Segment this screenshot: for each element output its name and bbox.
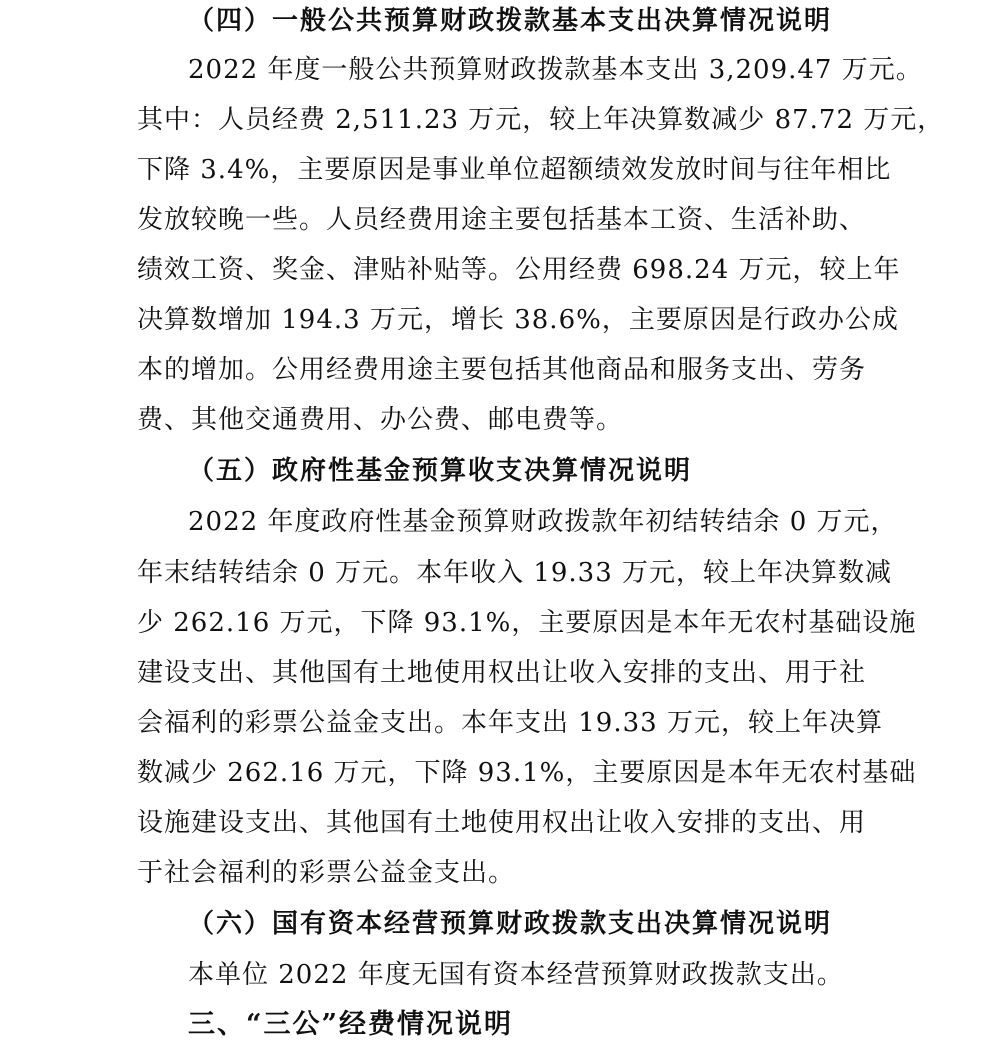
paragraph-line: 下降 3.4%，主要原因是事业单位超额绩效发放时间与往年相比 (137, 155, 892, 185)
paragraph-line: 其中：人员经费 2,511.23 万元，较上年决算数减少 87.72 万元， (137, 105, 945, 135)
paragraph-line: 发放较晚一些。人员经费用途主要包括基本工资、生活补助、 (137, 205, 867, 235)
paragraph-line: 绩效工资、奖金、津贴补贴等。公用经费 698.24 万元，较上年 (137, 255, 901, 285)
paragraph-line: 年末结转结余 0 万元。本年收入 19.33 万元，较上年决算数减 (137, 558, 893, 588)
paragraph-line: 数减少 262.16 万元，下降 93.1%，主要原因是本年无农村基础 (137, 758, 917, 788)
paragraph-line: 本单位 2022 年度无国有资本经营预算财政拨款支出。 (188, 960, 844, 990)
paragraph-line: 建设支出、其他国有土地使用权出让收入安排的支出、用于社 (137, 658, 867, 688)
paragraph-line: 2022 年度政府性基金预算财政拨款年初结转结余 0 万元， (188, 507, 898, 537)
paragraph-line: 会福利的彩票公益金支出。本年支出 19.33 万元，较上年决算 (137, 708, 883, 738)
paragraph-line: 于社会福利的彩票公益金支出。 (137, 858, 516, 888)
paragraph-line: 设施建设支出、其他国有土地使用权出让收入安排的支出、用 (137, 808, 867, 838)
paragraph-line: 本的增加。公用经费用途主要包括其他商品和服务支出、劳务 (137, 355, 867, 385)
paragraph-line: 费、其他交通费用、办公费、邮电费等。 (137, 405, 624, 435)
section-heading-4: （四）一般公共预算财政拨款基本支出决算情况说明 (188, 6, 833, 36)
paragraph-line: 决算数增加 194.3 万元，增长 38.6%，主要原因是行政办公成 (137, 305, 899, 335)
section-heading-6: （六）国有资本经营预算财政拨款支出决算情况说明 (188, 909, 833, 939)
top-level-heading: 三、“三公”经费情况说明 (188, 1009, 514, 1040)
paragraph-line: 2022 年度一般公共预算财政拨款基本支出 3,209.47 万元。 (188, 55, 923, 85)
paragraph-line: 少 262.16 万元，下降 93.1%，主要原因是本年无农村基础设施 (137, 608, 917, 638)
section-heading-5: （五）政府性基金预算收支决算情况说明 (188, 456, 693, 486)
